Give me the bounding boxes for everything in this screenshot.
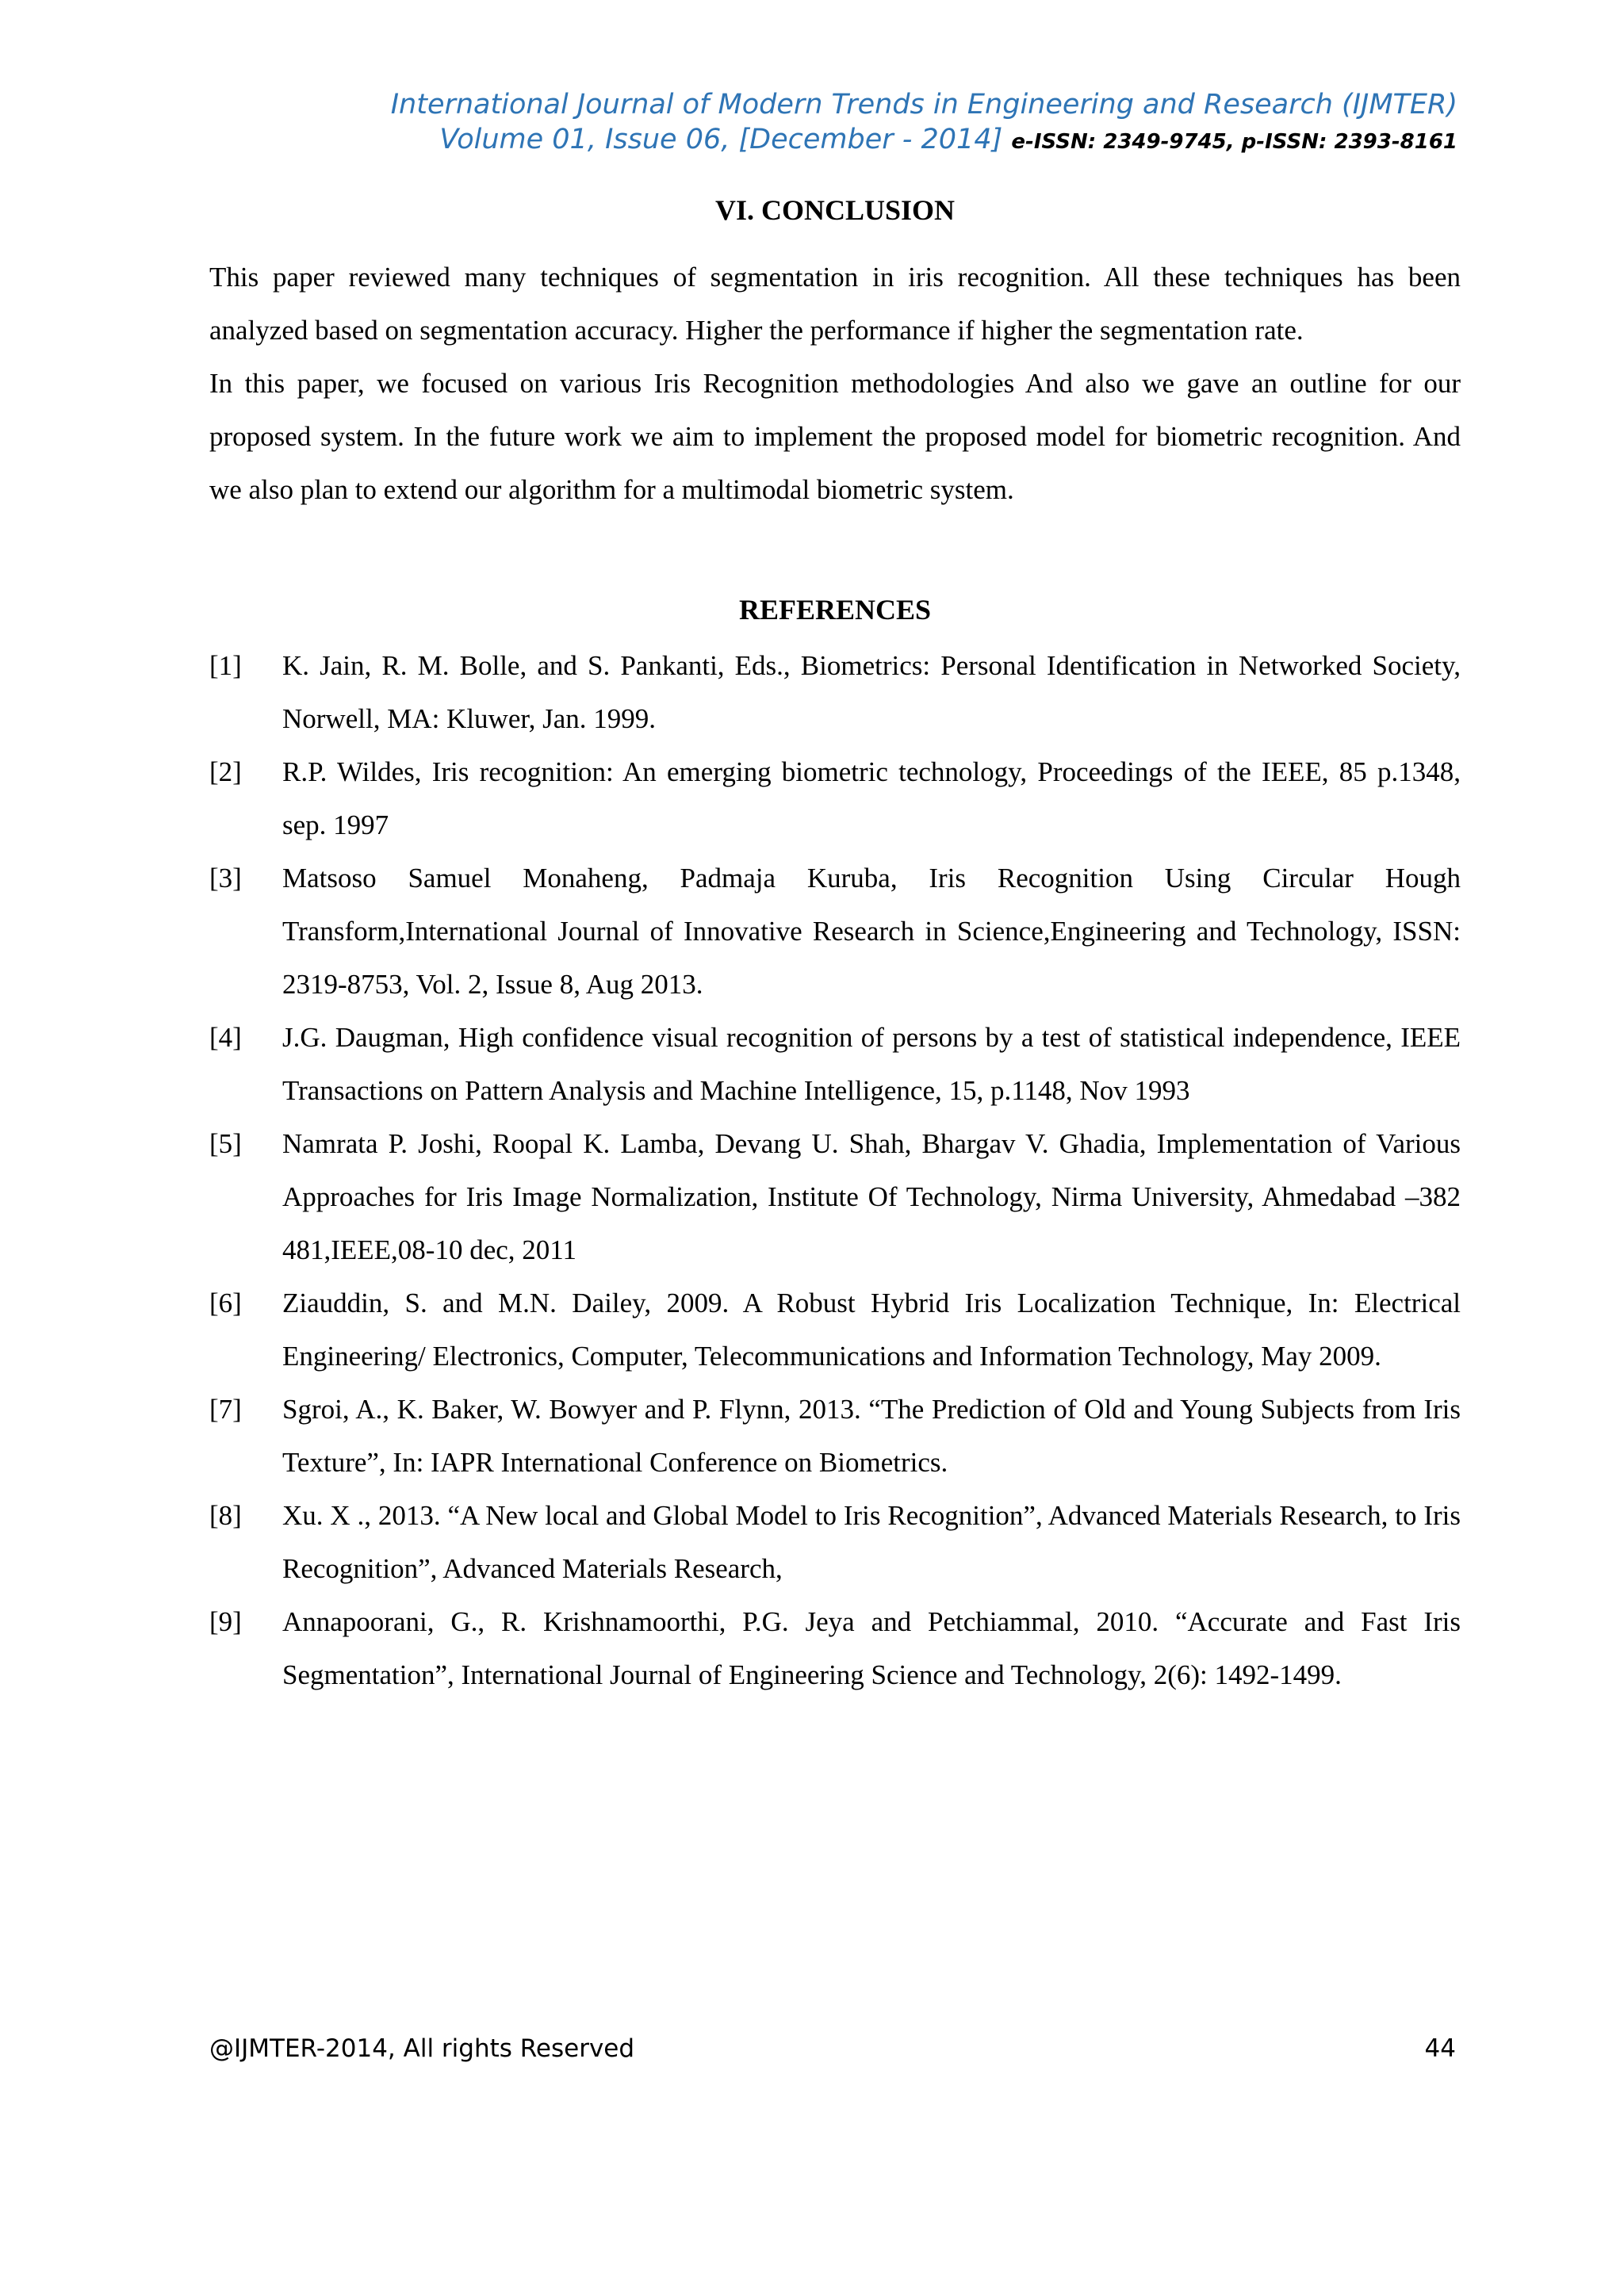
reference-number: [3] (209, 863, 242, 894)
reference-text: K. Jain, R. M. Bolle, and S. Pankanti, Eds., Biometrics: Personal Identification in Networked Society, Norwell, MA: Kluwer, Jan. 1999. (282, 650, 1461, 734)
reference-number: [4] (209, 1022, 242, 1053)
reference-item (209, 1276, 1461, 1383)
reference-item (209, 1489, 1461, 1595)
reference-text: Xu. X ., 2013. “A New local and Global Model to Iris Recognition”, Advanced Materials Research, to Iris Recognition”, Advanced Materials Research, (282, 1500, 1461, 1584)
reference-item (209, 1011, 1461, 1117)
conclusion-heading: VI. CONCLUSION (714, 194, 956, 226)
journal-header (268, 87, 1457, 159)
reference-text: R.P. Wildes, Iris recognition: An emerging biometric technology, Proceedings of the IEEE, 85 p.1348, sep. 1997 (282, 756, 1461, 840)
reference-text: Namrata P. Joshi, Roopal K. Lamba, Devang U. Shah, Bhargav V. Ghadia, Implementation of Various Approaches for Iris Image Normalization, Institute Of Technology, Nirma University, Ahmedabad –382 481,IEEE,08-10 dec, 2011 (282, 1128, 1461, 1265)
reference-number: [6] (209, 1288, 242, 1318)
reference-text: Sgroi, A., K. Baker, W. Bowyer and P. Flynn, 2013. “The Prediction of Old and Young Subjects from Iris Texture”, In: IAPR International Conference on Biometrics. (282, 1394, 1461, 1478)
reference-item (209, 1117, 1461, 1276)
reference-item (209, 639, 1461, 745)
journal-volume-line (268, 122, 1457, 159)
reference-text: Matsoso Samuel Monaheng, Padmaja Kuruba, Iris Recognition Using Circular Hough Transform,International Journal of Innovative Research in Science,Engineering and Technology, ISSN: 2319-8753, Vol. 2, Issue 8, Aug 2013. (282, 863, 1461, 1000)
reference-text: Ziauddin, S. and M.N. Dailey, 2009. A Robust Hybrid Iris Localization Technique, In: Electrical Engineering/ Electronics, Computer, Telecommunications and Information Technology, May 2009. (282, 1288, 1461, 1372)
reference-item (209, 1383, 1461, 1489)
reference-text: J.G. Daugman, High confidence visual recognition of persons by a test of statistical independence, IEEE Transactions on Pattern Analysis and Machine Intelligence, 15, p.1148, Nov 1993 (282, 1022, 1461, 1106)
reference-text: Annapoorani, G., R. Krishnamoorthi, P.G. Jeya and Petchiammal, 2010. “Accurate and Fast Iris Segmentation”, International Journal of Engineering Science and Technology, 2(6): 1492-1499. (282, 1606, 1461, 1690)
reference-item (209, 851, 1461, 1011)
footer-copyright: @IJMTER-2014, All rights Reserved (209, 2034, 635, 2063)
reference-item (209, 745, 1461, 851)
conclusion-paragraph: This paper reviewed many techniques of segmentation in iris recognition. All these techniques has been analyzed based on segmentation accuracy. Higher the performance if higher the segmentation rate. (209, 262, 1461, 346)
reference-number: [9] (209, 1606, 242, 1637)
conclusion-paragraph: In this paper, we focused on various Iris Recognition methodologies And also we gave an outline for our proposed system. In the future work we aim to implement the proposed model for biometric recognition. And we also plan to extend our algorithm for a multimodal biometric system. (209, 368, 1461, 505)
page-number: 44 (1424, 2034, 1456, 2063)
reference-number: [1] (209, 650, 242, 681)
reference-item (209, 1595, 1461, 1701)
journal-volume: Volume 01, Issue 06, [December - 2014] (439, 124, 1003, 155)
page-footer (209, 2034, 1461, 2063)
reference-list (209, 639, 1461, 1701)
conclusion-body (209, 251, 1461, 516)
reference-number: [8] (209, 1500, 242, 1531)
reference-number: [7] (209, 1394, 242, 1425)
reference-number: [5] (209, 1128, 242, 1159)
journal-issn: e-ISSN: 2349-9745, p-ISSN: 2393-8161 (1011, 130, 1457, 154)
journal-title: International Journal of Modern Trends in Engineering and Research (IJMTER) (390, 89, 1457, 121)
references-heading: REFERENCES (738, 594, 932, 626)
reference-number: [2] (209, 756, 242, 787)
